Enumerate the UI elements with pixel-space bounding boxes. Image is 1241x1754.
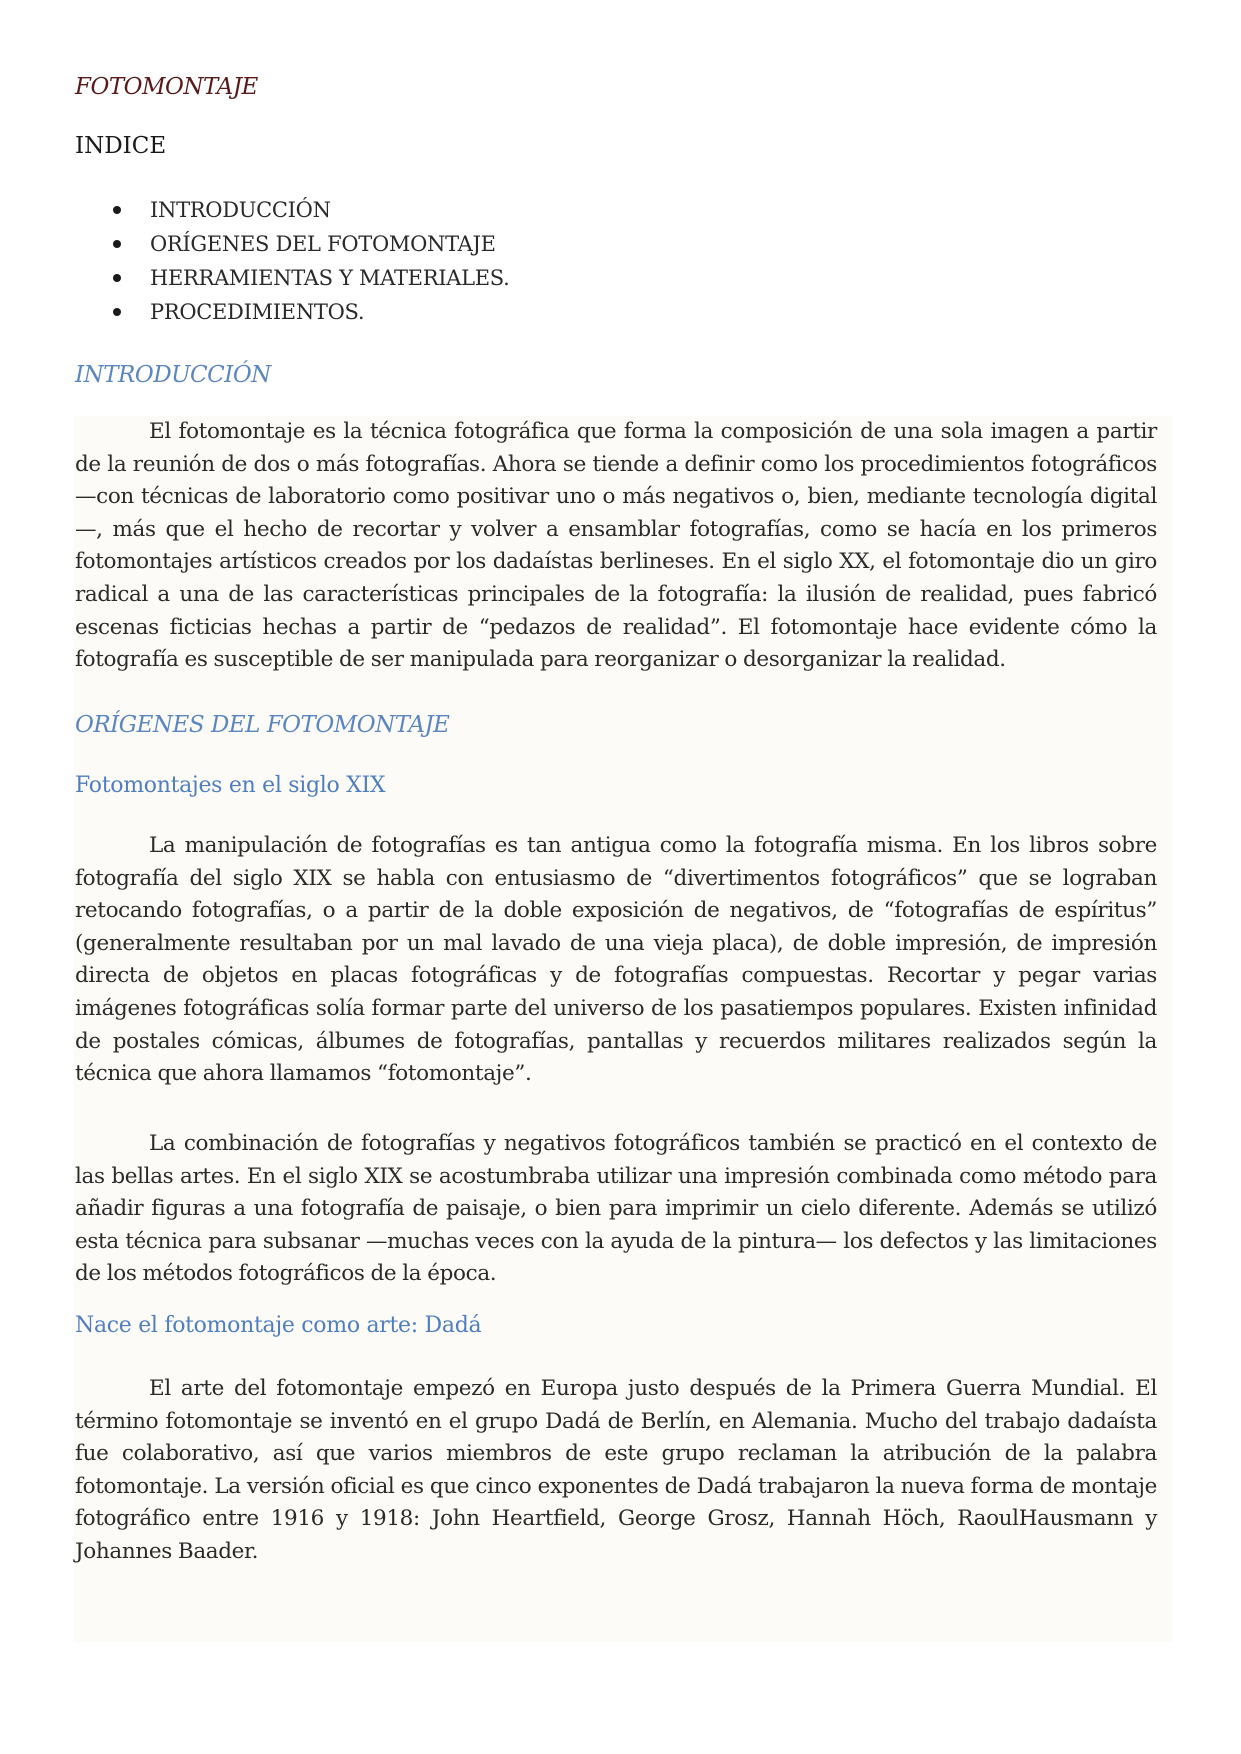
section-heading-origenes: ORÍGENES DEL FOTOMONTAJE: [75, 712, 450, 738]
paragraph-introduccion: El fotomontaje es la técnica fotográfica que forma la composición de una sola imagen a partir de la reunión de dos o más fotografías. Ahora se tiende a definir como los procedimientos fotográficos —con técnicas de laboratorio como positivar uno o más negativos o, bien, mediante tecnología digital—, más que el hecho de recortar y volver a ensamblar fotografías, como se hacía en los primeros fotomontajes artísticos creados por los dadaístas berlineses. En el siglo XX, el fotomontaje dio un giro radical a una de las características principales de la fotografía: la ilusión de realidad, pues fabricó escenas ficticias hechas a partir de “pedazos de realidad”. El fotomontaje hace evidente cómo la fotografía es susceptible de ser manipulada para reorganizar o desorganizar la realidad.: [75, 419, 1157, 673]
toc-item-label: HERRAMIENTAS Y MATERIALES.: [150, 266, 510, 290]
bullet-icon: [113, 308, 121, 316]
section-heading-introduccion: INTRODUCCIÓN: [75, 362, 271, 388]
paragraph-dada: El arte del fotomontaje empezó en Europa justo después de la Primera Guerra Mundial. El término fotomontaje se inventó en el grupo Dadá de Berlín, en Alemania. Mucho del trabajo dadaísta fue colaborativo, así que varios miembros de este grupo reclaman la atribución de la palabra fotomontaje. La versión oficial es que cinco exponentes de Dadá trabajaron la nueva forma de montaje fotográfico entre 1916 y 1918: John Heartfield, George Grosz, Hannah Höch, RaoulHausmann y Johannes Baader.: [75, 1376, 1157, 1564]
paragraph-siglo-xix-1: La manipulación de fotografías es tan antigua como la fotografía misma. En los libros sobre fotografía del siglo XIX se habla con entusiasmo de “divertimentos fotográficos” que se lograban retocando fotografías, o a partir de la doble exposición de negativos, de “fotografías de espíritus” (generalmente resultaban por un mal lavado de una vieja placa), de doble impresión, de impresión directa de objetos en placas fotográficas y de fotografías compuestas. Recortar y pegar varias imágenes fotográficas solía formar parte del universo de los pasatiempos populares. Existen infinidad de postales cómicas, álbumes de fotografías, pantallas y recuerdos militares realizados según la técnica que ahora llamamos “fotomontaje”.: [75, 833, 1157, 1087]
toc-item: [110, 261, 509, 295]
toc-item-label: ORÍGENES DEL FOTOMONTAJE: [150, 232, 496, 256]
index-heading: INDICE: [75, 133, 167, 159]
toc-item: [110, 295, 509, 329]
bullet-icon: [113, 274, 121, 282]
bullet-icon: [113, 240, 121, 248]
bullet-icon: [113, 206, 121, 214]
document-title: FOTOMONTAJE: [75, 74, 258, 100]
table-of-contents: [110, 193, 509, 329]
toc-item: [110, 193, 509, 227]
subheading-siglo-xix: Fotomontajes en el siglo XIX: [75, 773, 386, 798]
paragraph-siglo-xix-2: La combinación de fotografías y negativos fotográficos también se practicó en el contexto de las bellas artes. En el siglo XIX se acostumbraba utilizar una impresión combinada como método para añadir figuras a una fotografía de paisaje, o bien para imprimir un cielo diferente. Además se utilizó esta técnica para subsanar —muchas veces con la ayuda de la pintura— los defectos y las limitaciones de los métodos fotográficos de la época.: [75, 1131, 1157, 1287]
toc-item: [110, 227, 509, 261]
toc-item-label: INTRODUCCIÓN: [150, 198, 331, 222]
toc-item-label: PROCEDIMIENTOS.: [150, 300, 365, 324]
subheading-dada: Nace el fotomontaje como arte: Dadá: [75, 1313, 482, 1338]
